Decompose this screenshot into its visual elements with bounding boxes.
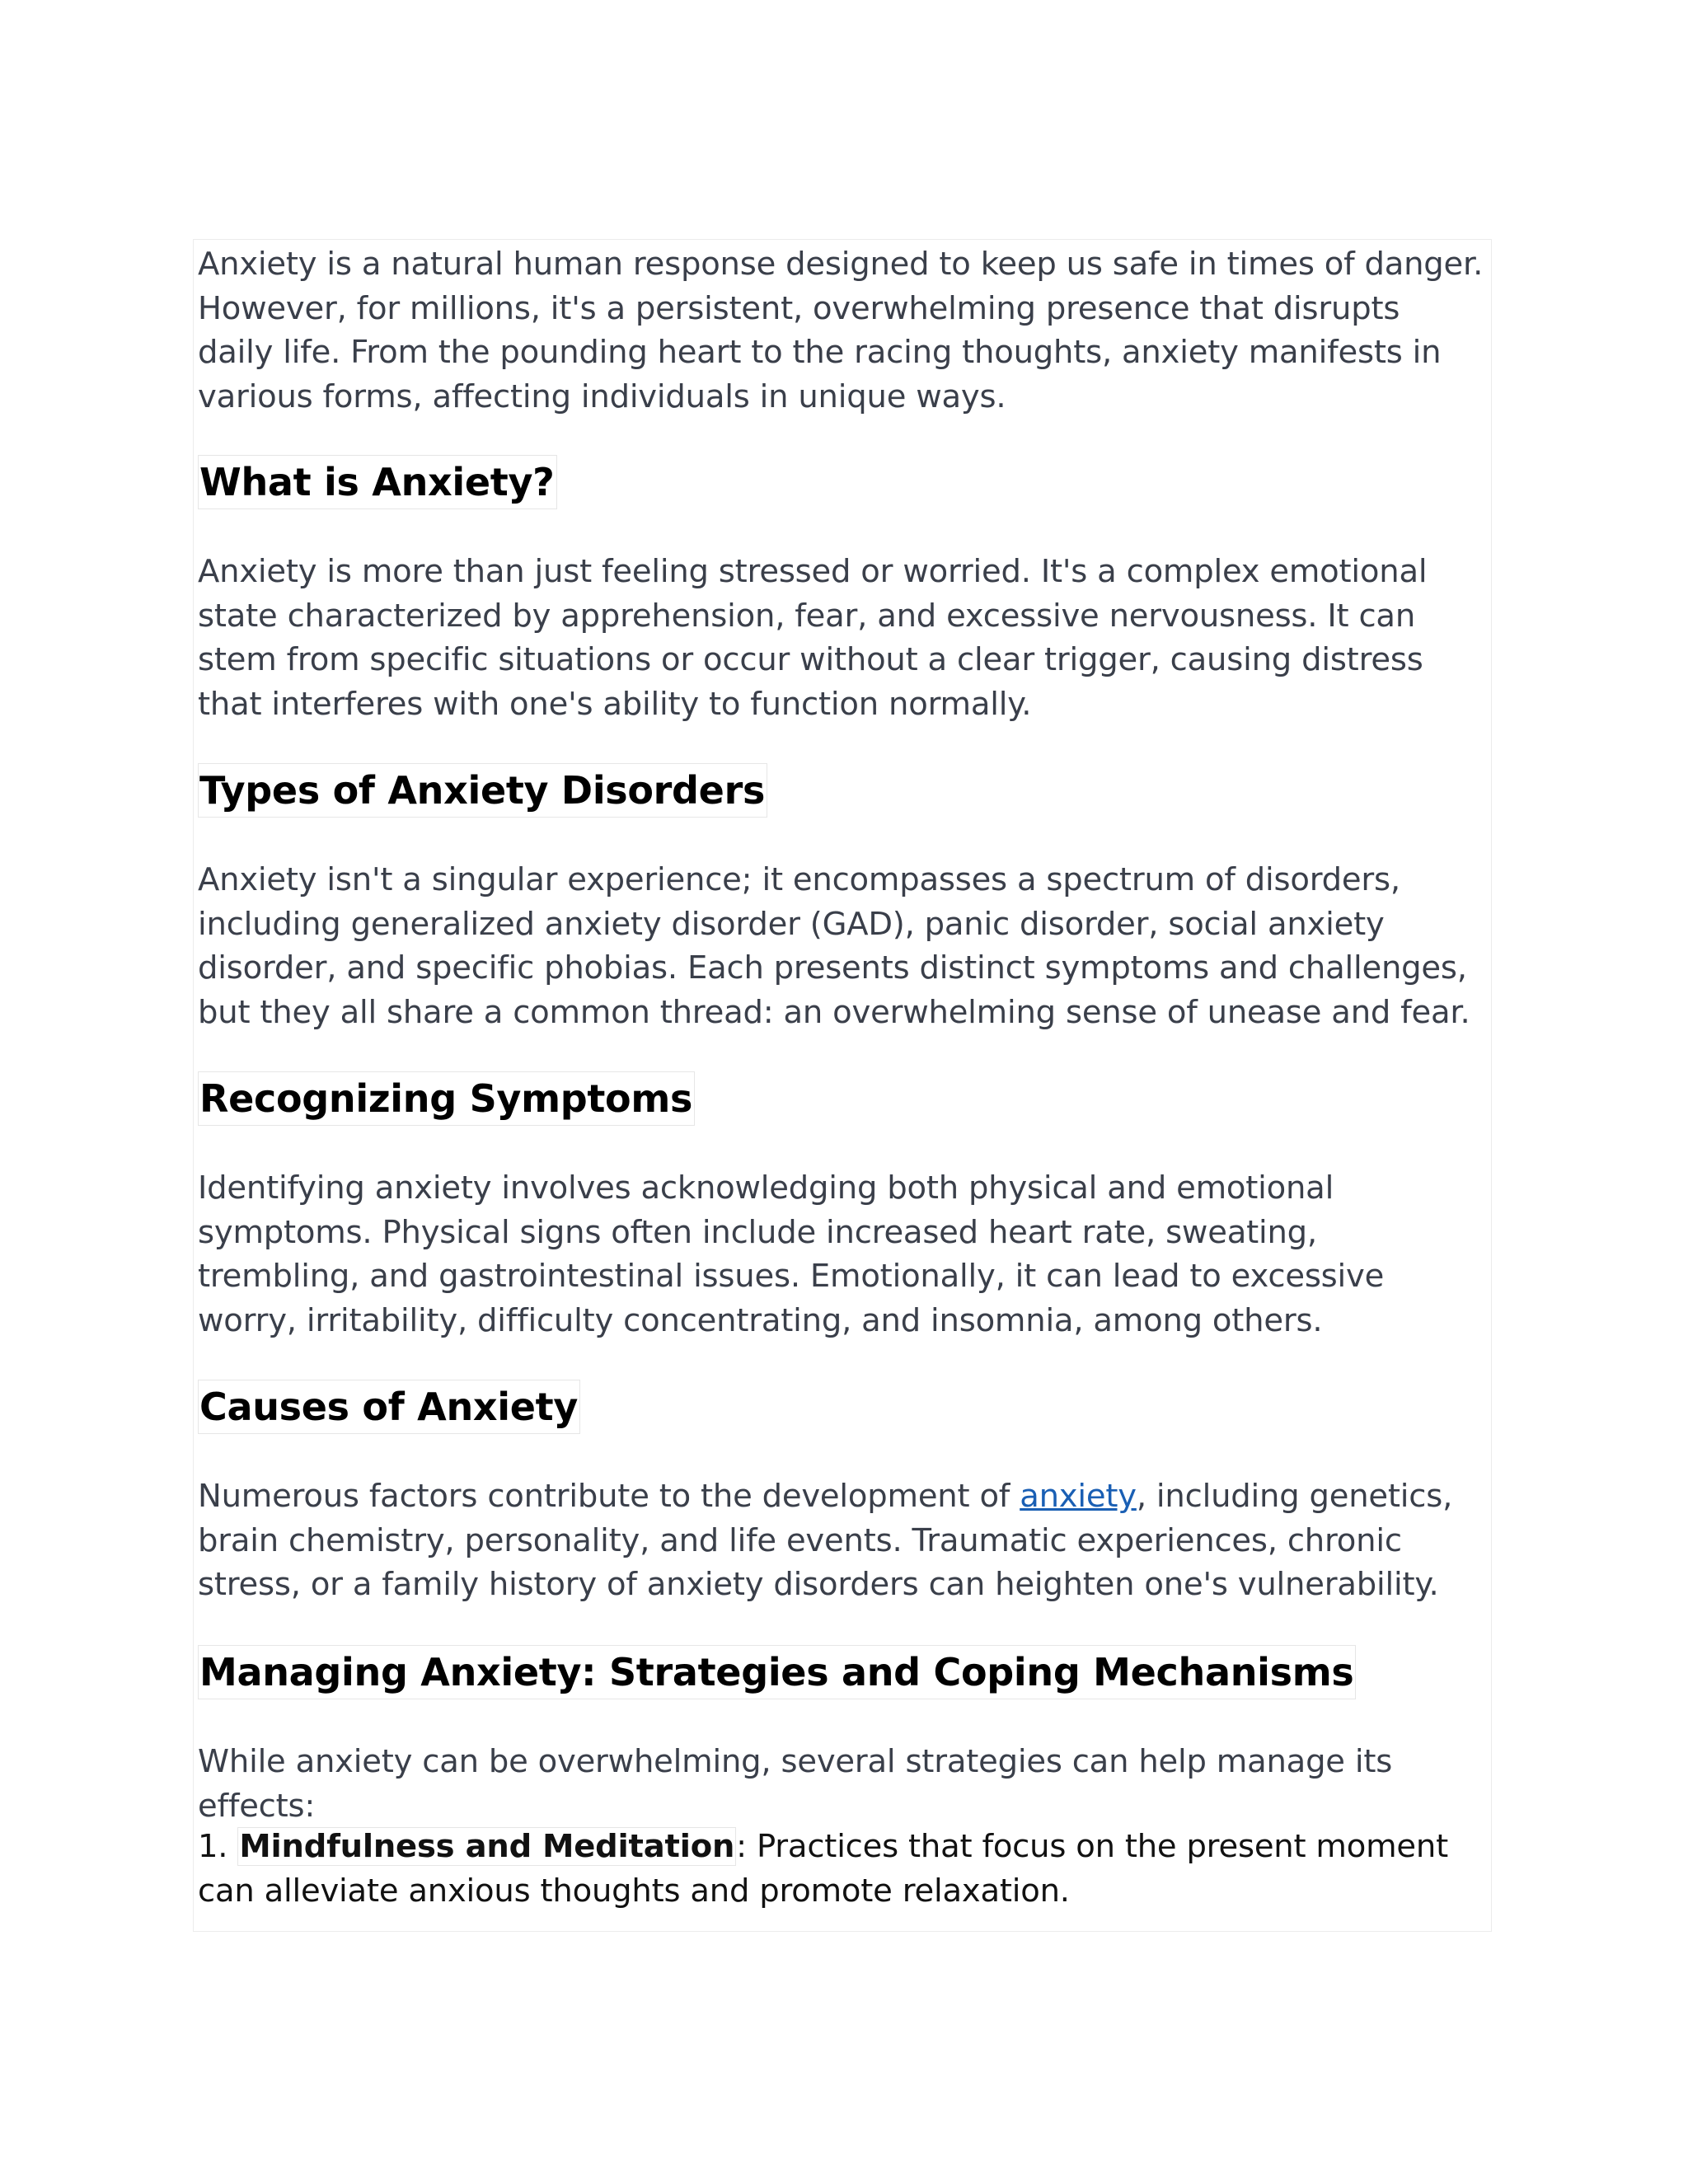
intro-paragraph: Anxiety is a natural human response designed to keep us safe in times of danger. However, for millions, it's a persistent, overwhelming presence that disrupts daily life. From the pounding heart to the racing thoughts, anxiety manifests in various forms, affecting individuals in unique ways. [198, 246, 1484, 415]
paragraph-what-is-anxiety: Anxiety is more than just feeling stressed or worried. It's a complex emotional state characterized by apprehension, fear, and excessive nervousness. It can stem from specific situations or occur without a clear trigger, causing distress that interferes with one's ability to function normally. [198, 553, 1428, 723]
list-item-description: : Practices that focus on the present moment can alleviate anxious thoughts and promote relaxation. [198, 1828, 1448, 1910]
heading-types-of-anxiety: Types of Anxiety Disorders [198, 763, 767, 818]
heading-what-is-anxiety: What is Anxiety? [198, 455, 557, 509]
heading-managing-anxiety: Managing Anxiety: Strategies and Coping Mechanisms [198, 1645, 1356, 1699]
causes-text-after-link: , including genetics, brain chemistry, personality, and life events. Traumatic experiences, chronic stress, or a family history of anxiety disorders can heighten one's vulnerability. [198, 1478, 1453, 1603]
list-item [198, 1825, 1484, 1913]
causes-text-before-link: Numerous factors contribute to the development of [198, 1478, 1020, 1515]
heading-recognizing-symptoms: Recognizing Symptoms [198, 1071, 695, 1126]
heading-causes-of-anxiety: Causes of Anxiety [198, 1380, 580, 1434]
paragraph-types-of-anxiety: Anxiety isn't a singular experience; it encompasses a spectrum of disorders, including generalized anxiety disorder (GAD), panic disorder, social anxiety disorder, and specific phobias. Each presents distinct symptoms and challenges, but they all share a common thread: an overwhelming sense of unease and fear. [198, 861, 1470, 1031]
list-item-number: 1. [198, 1828, 228, 1865]
paragraph-managing-anxiety: While anxiety can be overwhelming, several strategies can help manage its effects: [198, 1743, 1393, 1825]
paragraph-recognizing-symptoms: Identifying anxiety involves acknowledging both physical and emotional symptoms. Physical signs often include increased heart rate, sweating, trembling, and gastrointestinal issues. Emotionally, it can lead to excessive worry, irritability, difficulty concentrating, and insomnia, among others. [198, 1169, 1385, 1339]
anxiety-link[interactable]: anxiety [1020, 1478, 1137, 1515]
paragraph-causes-of-anxiety [198, 1474, 1484, 1607]
list-item-term: Mindfulness and Meditation [239, 1828, 735, 1865]
